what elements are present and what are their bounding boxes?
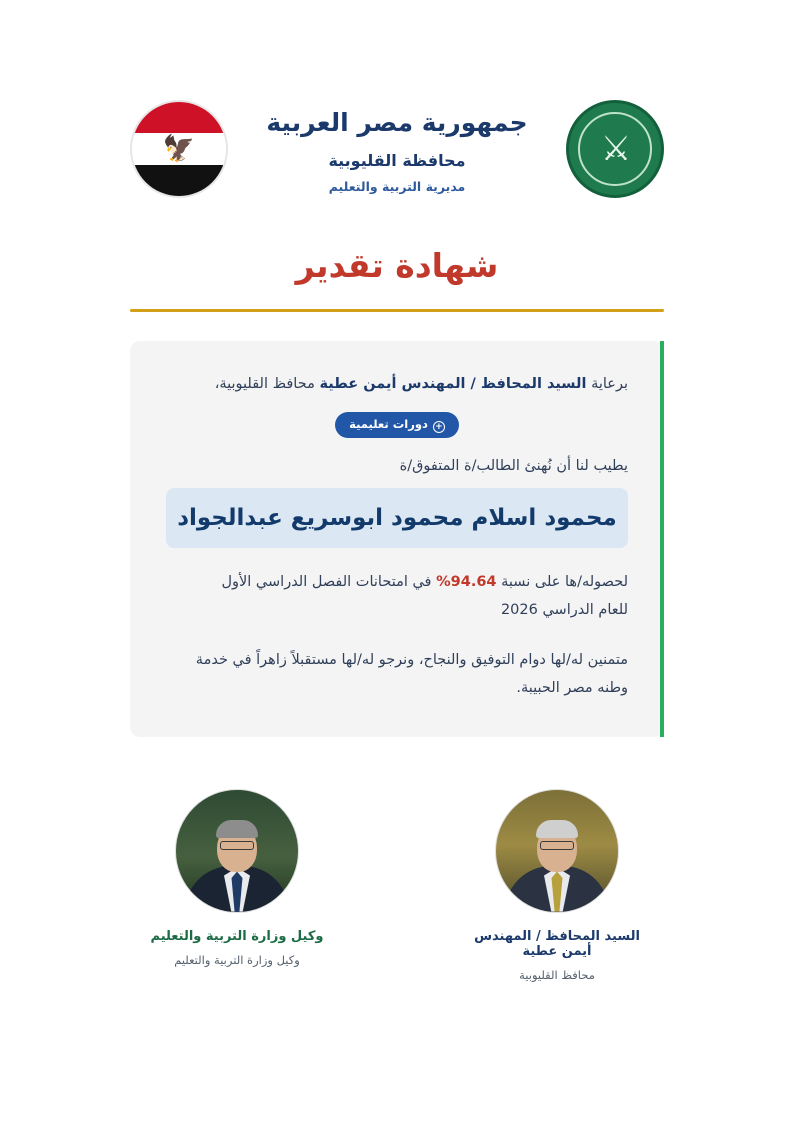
portrait-glasses [220,841,254,850]
directorate-title: مديرية التربية والتعليم [328,179,466,194]
status-badge [335,412,459,438]
badge-label: دورات تعليمية [349,416,428,431]
signatures-row [0,789,794,982]
signature-block-undersecretary [147,789,327,982]
header-titles [228,108,566,194]
governorate-title: محافظة القليوبية [328,151,466,170]
intro-line: يطيب لنا أن نُهنئ الطالب/ة المتفوق/ة [399,457,628,474]
patronage-suffix: محافظ القليوبية، [214,376,320,392]
governorate-seal-icon [566,100,664,198]
eagle-emblem-icon: 🦅 [162,134,196,164]
result-percentage: 94.64% [436,573,497,590]
result-year: للعام الدراسي 2026 [500,601,628,618]
portrait-hair [216,820,258,838]
patronage-line [166,371,628,399]
certificate-body-card [130,341,664,737]
badge-row [166,412,628,438]
signature-name: وكيل وزارة التربية والتعليم [150,928,324,944]
portrait-glasses [540,841,574,850]
flag-stripe-red [132,102,226,133]
result-line [166,568,628,625]
signature-name: السيد المحافظ / المهندس أيمن عطية [474,928,640,959]
egypt-flag-icon [130,100,228,198]
result-suffix: في امتحانات الفصل الدراسي الأول [221,573,437,590]
page-header [0,0,794,198]
patronage-prefix: برعاية [586,376,628,392]
result-prefix: لحصوله/ها على نسبة [496,573,628,590]
wishes-line: متمنين له/لها دوام التوفيق والنجاح، ونرجو له/لها مستقبلاً زاهراً في خدمة وطنه مصر الحبيبة. [195,652,628,697]
flag-stripe-black [132,165,226,196]
student-name-box: محمود اسلام محمود ابوسريع عبدالجواد [166,488,628,548]
patronage-official: السيد المحافظ / المهندس أيمن عطية [319,376,587,392]
country-title: جمهورية مصر العربية [266,108,528,137]
seal-glyph: ⚔ [600,129,630,169]
seal-inner-ring [578,112,652,186]
plus-circle-icon: + [433,421,445,433]
portrait-hair [536,820,578,838]
page-title: شهادة تقدير [295,246,499,285]
title-divider [130,309,664,312]
signature-role: وكيل وزارة التربية والتعليم [174,952,300,967]
portrait-governor [495,789,619,913]
signature-role: محافظ القليوبية [519,967,595,982]
signature-block-governor [467,789,647,982]
portrait-undersecretary [175,789,299,913]
